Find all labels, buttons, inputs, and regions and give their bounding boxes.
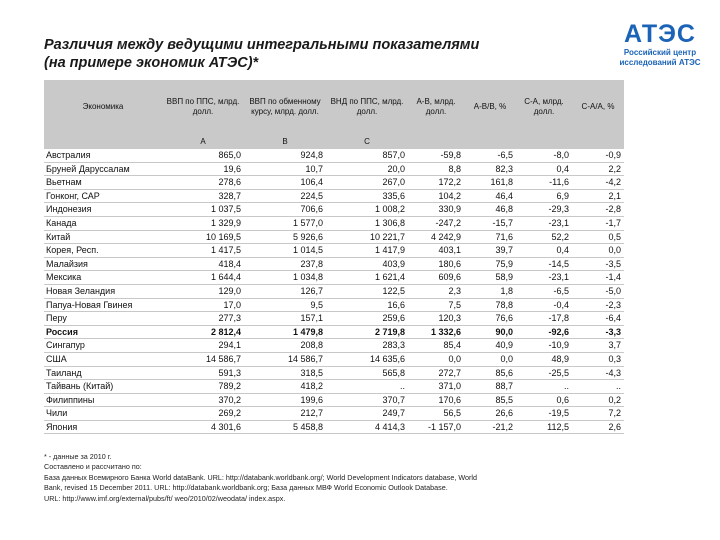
cell-gdp-exchange: 924,8	[244, 149, 326, 162]
letter-cell	[44, 134, 162, 149]
cell-a-minus-b: 2,3	[408, 284, 464, 298]
cell-c-minus-a-pct: ..	[572, 380, 624, 394]
cell-c-minus-a-pct: 7,2	[572, 407, 624, 421]
cell-a-minus-b-pct: -21,2	[464, 420, 516, 434]
apec-logo	[612, 20, 708, 68]
cell-gdp-exchange: 1 479,8	[244, 325, 326, 339]
cell-gdp-ppp: 17,0	[162, 298, 244, 312]
table-row	[44, 420, 624, 434]
table-row	[44, 393, 624, 407]
cell-gdp-ppp: 294,1	[162, 339, 244, 353]
header-gdp-ppp: ВВП по ППС, млрд. долл.	[162, 80, 244, 134]
table-row	[44, 189, 624, 203]
cell-country: Новая Зеландия	[44, 284, 162, 298]
cell-a-minus-b: 170,6	[408, 393, 464, 407]
cell-c-minus-a-pct: 0,2	[572, 393, 624, 407]
cell-gni-ppp: 1 008,2	[326, 203, 408, 217]
table-body	[44, 149, 624, 434]
cell-gdp-ppp: 277,3	[162, 312, 244, 326]
cell-a-minus-b-pct: 76,6	[464, 312, 516, 326]
cell-gni-ppp: 4 414,3	[326, 420, 408, 434]
cell-c-minus-a-pct: -5,0	[572, 284, 624, 298]
letter-cell	[408, 134, 464, 149]
cell-c-minus-a: 6,9	[516, 189, 572, 203]
header-economy: Экономика	[44, 80, 162, 134]
cell-gdp-exchange: 318,5	[244, 366, 326, 380]
cell-country: Китай	[44, 230, 162, 244]
cell-c-minus-a-pct: 2,2	[572, 162, 624, 176]
cell-gdp-exchange: 1 014,5	[244, 244, 326, 258]
cell-gdp-ppp: 328,7	[162, 189, 244, 203]
cell-gdp-exchange: 706,6	[244, 203, 326, 217]
cell-a-minus-b-pct: 78,8	[464, 298, 516, 312]
cell-gdp-ppp: 269,2	[162, 407, 244, 421]
cell-gni-ppp: 565,8	[326, 366, 408, 380]
cell-country: Индонезия	[44, 203, 162, 217]
cell-c-minus-a: 52,2	[516, 230, 572, 244]
cell-gdp-exchange: 199,6	[244, 393, 326, 407]
cell-country: Гонконг, САР	[44, 189, 162, 203]
cell-a-minus-b-pct: 58,9	[464, 271, 516, 285]
cell-country: Папуа-Новая Гвинея	[44, 298, 162, 312]
notes-section	[44, 452, 624, 504]
cell-a-minus-b: 0,0	[408, 352, 464, 366]
cell-c-minus-a: -19,5	[516, 407, 572, 421]
logo-sub-line-2: исследований АТЭС	[619, 58, 701, 67]
cell-a-minus-b: 104,2	[408, 189, 464, 203]
cell-c-minus-a-pct: 3,7	[572, 339, 624, 353]
footnote: * - данные за 2010 г.	[44, 452, 112, 461]
cell-c-minus-a-pct: -1,7	[572, 216, 624, 230]
cell-gdp-ppp: 865,0	[162, 149, 244, 162]
table-row	[44, 244, 624, 258]
cell-gdp-ppp: 129,0	[162, 284, 244, 298]
cell-gdp-ppp: 789,2	[162, 380, 244, 394]
cell-c-minus-a: 0,4	[516, 162, 572, 176]
cell-a-minus-b-pct: 46,4	[464, 189, 516, 203]
cell-a-minus-b-pct: 161,8	[464, 176, 516, 190]
cell-gdp-ppp: 370,2	[162, 393, 244, 407]
cell-c-minus-a: -29,3	[516, 203, 572, 217]
cell-gni-ppp: 20,0	[326, 162, 408, 176]
cell-gni-ppp: 14 635,6	[326, 352, 408, 366]
cell-gni-ppp: 283,3	[326, 339, 408, 353]
cell-gdp-ppp: 591,3	[162, 366, 244, 380]
table-row	[44, 407, 624, 421]
title-line-2: (на примере экономик АТЭС)*	[44, 55, 259, 71]
cell-gni-ppp: 1 306,8	[326, 216, 408, 230]
cell-c-minus-a-pct: 0,0	[572, 244, 624, 258]
cell-gdp-exchange: 1 034,8	[244, 271, 326, 285]
cell-gdp-exchange: 157,1	[244, 312, 326, 326]
cell-a-minus-b-pct: 0,0	[464, 352, 516, 366]
cell-gdp-ppp: 14 586,7	[162, 352, 244, 366]
cell-country: США	[44, 352, 162, 366]
cell-gni-ppp: 259,6	[326, 312, 408, 326]
cell-gdp-ppp: 278,6	[162, 176, 244, 190]
cell-gni-ppp: 2 719,8	[326, 325, 408, 339]
cell-gdp-exchange: 208,8	[244, 339, 326, 353]
cell-gdp-ppp: 10 169,5	[162, 230, 244, 244]
table-row	[44, 162, 624, 176]
cell-a-minus-b-pct: 88,7	[464, 380, 516, 394]
cell-c-minus-a: 112,5	[516, 420, 572, 434]
cell-gdp-exchange: 14 586,7	[244, 352, 326, 366]
cell-a-minus-b-pct: 1,8	[464, 284, 516, 298]
cell-c-minus-a-pct: -4,2	[572, 176, 624, 190]
header-a-minus-b: А-В, млрд. долл.	[408, 80, 464, 134]
cell-gni-ppp: 857,0	[326, 149, 408, 162]
cell-c-minus-a: -0,4	[516, 298, 572, 312]
cell-a-minus-b: 330,9	[408, 203, 464, 217]
cell-gni-ppp: 267,0	[326, 176, 408, 190]
cell-country: Япония	[44, 420, 162, 434]
cell-gdp-ppp: 19,6	[162, 162, 244, 176]
cell-country: Австралия	[44, 149, 162, 162]
cell-country: Мексика	[44, 271, 162, 285]
cell-country: Филиппины	[44, 393, 162, 407]
cell-gni-ppp: 16,6	[326, 298, 408, 312]
cell-gni-ppp: ..	[326, 380, 408, 394]
cell-c-minus-a: -17,8	[516, 312, 572, 326]
cell-a-minus-b-pct: 85,6	[464, 366, 516, 380]
table-row	[44, 216, 624, 230]
cell-a-minus-b: 120,3	[408, 312, 464, 326]
letter-cell	[464, 134, 516, 149]
cell-a-minus-b: 172,2	[408, 176, 464, 190]
table-row	[44, 352, 624, 366]
cell-a-minus-b-pct: 71,6	[464, 230, 516, 244]
cell-gdp-ppp: 418,4	[162, 257, 244, 271]
cell-a-minus-b: -1 157,0	[408, 420, 464, 434]
cell-gdp-exchange: 10,7	[244, 162, 326, 176]
table-row	[44, 298, 624, 312]
cell-c-minus-a-pct: -0,9	[572, 149, 624, 162]
header-c-minus-a-pct: С-А/А, %	[572, 80, 624, 134]
cell-a-minus-b-pct: 39,7	[464, 244, 516, 258]
cell-country: Канада	[44, 216, 162, 230]
cell-a-minus-b: -59,8	[408, 149, 464, 162]
cell-a-minus-b: -247,2	[408, 216, 464, 230]
cell-country: Малайзия	[44, 257, 162, 271]
table-row	[44, 230, 624, 244]
cell-gdp-exchange: 1 577,0	[244, 216, 326, 230]
cell-gdp-exchange: 5 458,8	[244, 420, 326, 434]
cell-c-minus-a-pct: 2,1	[572, 189, 624, 203]
sources-line-1: База данных Всемирного Банка World dataBank. URL: http://databank.worldbank.org/; World Development Indicators database, World	[44, 472, 477, 482]
cell-gdp-exchange: 126,7	[244, 284, 326, 298]
table-row	[44, 176, 624, 190]
cell-country: Россия	[44, 325, 162, 339]
cell-country: Перу	[44, 312, 162, 326]
cell-c-minus-a: -10,9	[516, 339, 572, 353]
cell-c-minus-a: -23,1	[516, 216, 572, 230]
table-row	[44, 339, 624, 353]
compiled-note: Составлено и рассчитано по:	[44, 462, 142, 472]
cell-c-minus-a: -6,5	[516, 284, 572, 298]
cell-c-minus-a-pct: -3,3	[572, 325, 624, 339]
cell-c-minus-a: -14,5	[516, 257, 572, 271]
cell-country: Тайвань (Китай)	[44, 380, 162, 394]
letter-b: В	[244, 134, 326, 149]
cell-country: Чили	[44, 407, 162, 421]
cell-a-minus-b: 85,4	[408, 339, 464, 353]
table-row	[44, 284, 624, 298]
cell-c-minus-a: -8,0	[516, 149, 572, 162]
cell-a-minus-b: 180,6	[408, 257, 464, 271]
cell-gni-ppp: 370,7	[326, 393, 408, 407]
cell-a-minus-b-pct: 90,0	[464, 325, 516, 339]
cell-a-minus-b: 7,5	[408, 298, 464, 312]
cell-c-minus-a-pct: 0,3	[572, 352, 624, 366]
title-line-1: Различия между ведущими интегральными показателями	[44, 37, 480, 53]
sources-line-3: URL: http://www.imf.org/external/pubs/ft/ weo/2010/02/weodata/ index.aspx.	[44, 493, 286, 503]
cell-gdp-exchange: 9,5	[244, 298, 326, 312]
cell-gni-ppp: 403,9	[326, 257, 408, 271]
cell-country: Вьетнам	[44, 176, 162, 190]
letter-a: А	[162, 134, 244, 149]
cell-c-minus-a: 0,4	[516, 244, 572, 258]
cell-a-minus-b: 272,7	[408, 366, 464, 380]
sources-line-2: Bank, revised 15 December 2011. URL: http://databank.worldbank.org; База данных МВФ World Economic Outlook Database.	[44, 483, 448, 493]
page-title	[44, 36, 564, 72]
cell-gdp-exchange: 237,8	[244, 257, 326, 271]
cell-c-minus-a: ..	[516, 380, 572, 394]
cell-a-minus-b: 371,0	[408, 380, 464, 394]
cell-c-minus-a-pct: -2,3	[572, 298, 624, 312]
cell-c-minus-a-pct: 2,6	[572, 420, 624, 434]
cell-gdp-exchange: 224,5	[244, 189, 326, 203]
cell-a-minus-b-pct: 75,9	[464, 257, 516, 271]
cell-c-minus-a-pct: -6,4	[572, 312, 624, 326]
header-gdp-exchange: ВВП по обменному курсу, млрд. долл.	[244, 80, 326, 134]
table-row	[44, 149, 624, 162]
cell-gdp-exchange: 418,2	[244, 380, 326, 394]
cell-gni-ppp: 1 417,9	[326, 244, 408, 258]
cell-c-minus-a: -23,1	[516, 271, 572, 285]
letter-cell	[516, 134, 572, 149]
letter-c: С	[326, 134, 408, 149]
cell-country: Бруней Даруссалам	[44, 162, 162, 176]
table-row	[44, 380, 624, 394]
cell-gdp-ppp: 1 644,4	[162, 271, 244, 285]
cell-a-minus-b-pct: 46,8	[464, 203, 516, 217]
cell-gdp-exchange: 5 926,6	[244, 230, 326, 244]
cell-gdp-ppp: 4 301,6	[162, 420, 244, 434]
cell-a-minus-b: 609,6	[408, 271, 464, 285]
header-c-minus-a: С-А, млрд. долл.	[516, 80, 572, 134]
cell-a-minus-b-pct: 26,6	[464, 407, 516, 421]
cell-country: Таиланд	[44, 366, 162, 380]
cell-gdp-ppp: 1 329,9	[162, 216, 244, 230]
letter-cell	[572, 134, 624, 149]
table-row	[44, 366, 624, 380]
logo-main-text: АТЭС	[624, 20, 696, 48]
cell-gni-ppp: 122,5	[326, 284, 408, 298]
indicators-table	[44, 80, 624, 434]
table-row	[44, 312, 624, 326]
cell-c-minus-a-pct: -3,5	[572, 257, 624, 271]
cell-country: Корея, Респ.	[44, 244, 162, 258]
cell-a-minus-b-pct: -6,5	[464, 149, 516, 162]
cell-a-minus-b-pct: 40,9	[464, 339, 516, 353]
cell-a-minus-b: 8,8	[408, 162, 464, 176]
table-letters-row	[44, 134, 624, 149]
cell-c-minus-a: 0,6	[516, 393, 572, 407]
cell-c-minus-a: -11,6	[516, 176, 572, 190]
cell-gdp-exchange: 106,4	[244, 176, 326, 190]
cell-c-minus-a: -92,6	[516, 325, 572, 339]
cell-c-minus-a-pct: 0,5	[572, 230, 624, 244]
cell-a-minus-b: 4 242,9	[408, 230, 464, 244]
cell-a-minus-b-pct: -15,7	[464, 216, 516, 230]
cell-c-minus-a-pct: -2,8	[572, 203, 624, 217]
cell-a-minus-b: 1 332,6	[408, 325, 464, 339]
table-row	[44, 257, 624, 271]
cell-a-minus-b-pct: 85,5	[464, 393, 516, 407]
cell-a-minus-b: 56,5	[408, 407, 464, 421]
table-row	[44, 325, 624, 339]
cell-gdp-ppp: 1 417,5	[162, 244, 244, 258]
cell-gni-ppp: 10 221,7	[326, 230, 408, 244]
table-header-row	[44, 80, 624, 134]
cell-gni-ppp: 249,7	[326, 407, 408, 421]
cell-c-minus-a: 48,9	[516, 352, 572, 366]
cell-c-minus-a-pct: -4,3	[572, 366, 624, 380]
cell-c-minus-a: -25,5	[516, 366, 572, 380]
cell-gdp-exchange: 212,7	[244, 407, 326, 421]
cell-country: Сингапур	[44, 339, 162, 353]
table-row	[44, 203, 624, 217]
header-a-minus-b-pct: А-В/В, %	[464, 80, 516, 134]
cell-gdp-ppp: 2 812,4	[162, 325, 244, 339]
indicators-table-container	[44, 80, 624, 434]
table-row	[44, 271, 624, 285]
logo-sub-line-1: Российский центр	[623, 48, 697, 57]
cell-gni-ppp: 335,6	[326, 189, 408, 203]
cell-gni-ppp: 1 621,4	[326, 271, 408, 285]
header-gni-ppp: ВНД по ППС, млрд. долл.	[326, 80, 408, 134]
cell-a-minus-b: 403,1	[408, 244, 464, 258]
cell-c-minus-a-pct: -1,4	[572, 271, 624, 285]
cell-a-minus-b-pct: 82,3	[464, 162, 516, 176]
cell-gdp-ppp: 1 037,5	[162, 203, 244, 217]
